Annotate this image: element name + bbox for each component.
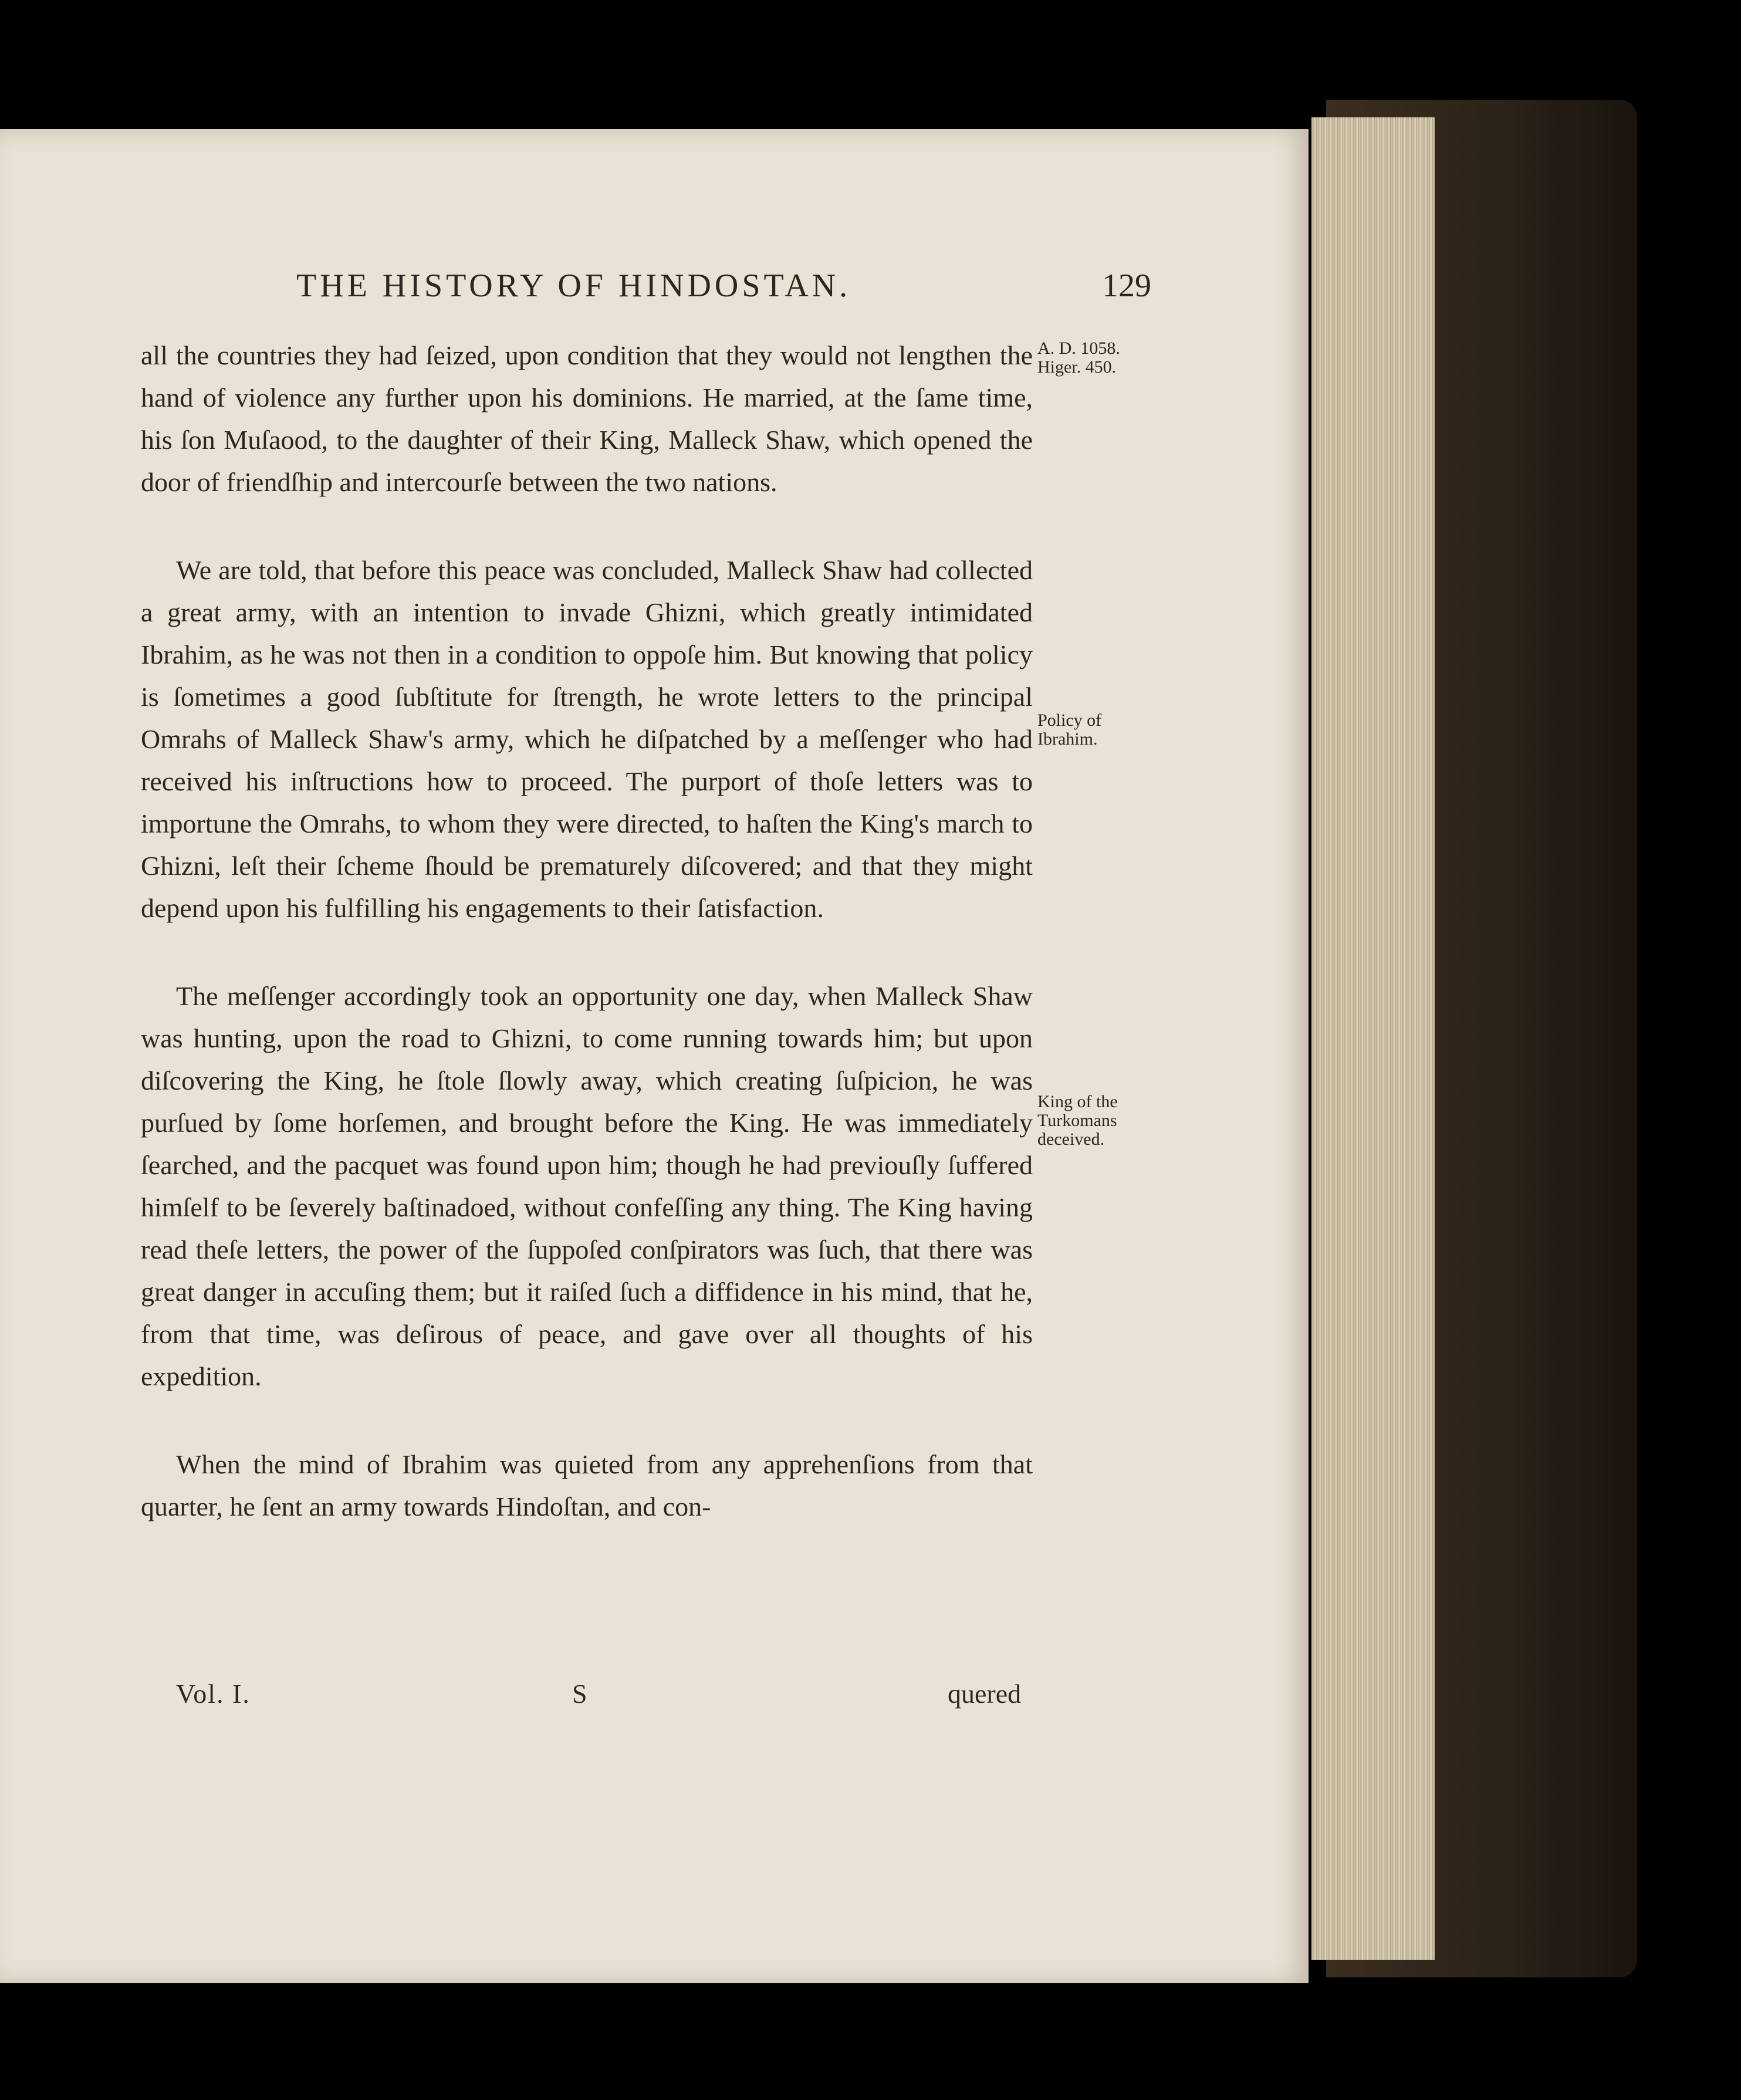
marginal-note-line: Turkomans <box>1037 1111 1117 1130</box>
marginal-note-line: King of the <box>1037 1092 1118 1111</box>
paragraph: all the countries they had ſeized, upon condition that they would not lengthen the hand of violence any further upon his dominions. He married, at the ſame time, his ſon Muſaood, to the daughter of their King, Malleck Shaw, which opened the door of friendſhip and intercourſe between the two nations. <box>141 340 1033 497</box>
marginal-note-line: Policy of <box>1037 711 1102 730</box>
paragraph: The meſſenger accordingly took an opportunity one day, when Malleck Shaw was hunting, upon the road to Ghizni, to come running towards him; but upon diſcovering the King, he ſtole ſlowly away, which creating ſuſpicion, he was purſued by ſome horſemen, and brought before the King. He was immediately ſearched, and the pacquet was found upon him; though he had previouſly ſuffered himſelf to be ſeverely baſtinadoed, without confeſſing any thing. The King having read theſe letters, the power of the ſuppoſed conſpirators was ſuch, that there was great danger in accuſing them; but it raiſed ſuch a diffidence in his mind, that he, from that time, was deſirous of peace, and gave over all thoughts of his expedition. <box>141 981 1033 1391</box>
catchword: quered <box>948 1679 1022 1709</box>
page-fore-edge <box>1311 117 1435 1960</box>
sheet-signature-mark: S <box>572 1679 587 1709</box>
marginal-note-line: A. D. 1058. <box>1037 339 1120 358</box>
marginal-note-date <box>1037 339 1120 377</box>
marginal-note-line: Ibrahim. <box>1037 729 1098 749</box>
paragraph: We are told, that before this peace was concluded, Malleck Shaw had collected a great army, with an intention to invade Ghizni, which greatly intimidated Ibrahim, as he was not then in a condition to oppoſe him. But knowing that policy is ſometimes a good ſubſtitute for ſtrength, he wrote letters to the principal Omrahs of Malleck Shaw's army, which he diſpatched by a meſſenger who had received his inſtructions how to proceed. The purport of thoſe letters was to importune the Omrahs, to whom they were directed, to haſten the King's march to Ghizni, leſt their ſcheme ſhould be prematurely diſcovered; and that they might depend upon his fulfilling his engagements to their ſatisfaction. <box>141 555 1033 923</box>
page-number: 129 <box>1102 268 1151 304</box>
marginal-note-line: Higer. 450. <box>1037 357 1117 377</box>
body-text <box>141 334 1033 1574</box>
running-title: THE HISTORY OF HINDOSTAN. <box>296 268 851 304</box>
marginal-note-king <box>1037 1093 1118 1149</box>
marginal-note-policy <box>1037 711 1101 749</box>
marginal-note-line: deceived. <box>1037 1130 1105 1149</box>
volume-signature: Vol. I. <box>176 1679 251 1709</box>
paragraph: When the mind of Ibrahim was quieted from any apprehenſions from that quarter, he ſent an army towards Hindoſtan, and con- <box>141 1449 1033 1521</box>
